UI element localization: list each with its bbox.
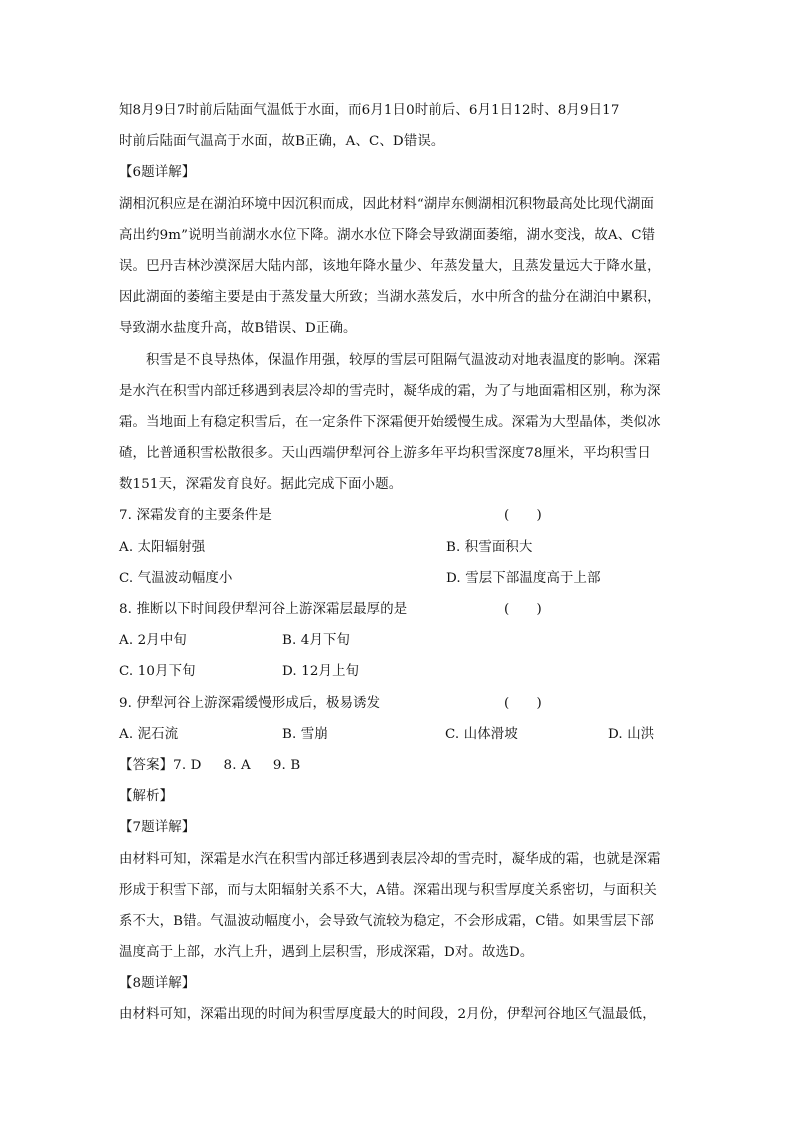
answer-7: 7. D <box>173 757 202 773</box>
text-line: 知8月9日7时前后陆面气温低于水面，而6月1日0时前后、6月1日12时、8月9日17 <box>119 103 620 118</box>
text-line: 因此湖面的萎缩主要是由于蒸发量大所致；当湖水蒸发后，水中所含的盐分在湖泊中累积， <box>119 290 661 306</box>
section-heading-q6: 【6题详解】 <box>119 165 196 181</box>
question-stem-text: 9. 伊犁河谷上游深霜缓慢形成后，极易诱发 <box>119 695 381 711</box>
text-line: 系不大，B错。气温波动幅度小，会导致气流较为稳定，不会形成霜，C错。如果雪层下部 <box>119 913 654 929</box>
text-line: 湖相沉积应是在湖泊环境中因沉积而成，因此材料“湖岸东侧湖相沉积物最高处比现代湖面 <box>119 196 655 212</box>
analysis-heading: 【解析】 <box>119 789 174 805</box>
answer-8: 8. A <box>223 757 251 773</box>
document-page <box>119 95 684 1031</box>
text-line: 由材料可知，深霜是水汽在积雪内部迁移遇到表层冷却的雪壳时，凝华成的霜，也就是深霜 <box>119 851 661 867</box>
section-heading-q8: 【8题详解】 <box>119 976 196 992</box>
option-b: B. 雪崩 <box>282 726 328 742</box>
text-line: 由材料可知，深霜出现的时间为积雪厚度最大的时间段，2月份，伊犁河谷地区气温最低， <box>119 1007 656 1023</box>
question-8-stem <box>119 594 684 625</box>
option-a: A. 太阳辐射强 <box>119 539 206 555</box>
material-line: 是水汽在积雪内部迁移遇到表层冷却的雪壳时，凝华成的霜，为了与地面霜相区别，称为深 <box>119 383 661 399</box>
option-a: A. 泥石流 <box>119 726 179 742</box>
text-line: 导致湖水盐度升高，故B错误、D正确。 <box>119 321 357 337</box>
question-stem-text: 8. 推断以下时间段伊犁河谷上游深霜层最厚的是 <box>119 602 408 617</box>
answer-blank: ( ) <box>504 602 542 617</box>
answer-line <box>119 750 684 781</box>
section-heading-q7: 【7题详解】 <box>119 820 196 836</box>
question-7-options-row-2 <box>119 563 684 594</box>
material-line: 数151天，深霜发育良好。据此完成下面小题。 <box>119 477 403 493</box>
answer-blank: ( ) <box>504 508 542 524</box>
question-9-options-row <box>119 719 684 750</box>
option-d: D. 雪层下部温度高于上部 <box>446 570 601 586</box>
text-line: 形成于积雪下部，而与太阳辐射关系不大，A错。深霜出现与积雪厚度关系密切，与面积关 <box>119 882 657 898</box>
question-stem-text: 7. 深霜发育的主要条件是 <box>119 508 272 524</box>
question-7-stem <box>119 500 684 531</box>
option-b: B. 积雪面积大 <box>446 539 533 555</box>
answer-label: 【答案】 <box>119 757 174 773</box>
material-line: 积雪是不良导热体，保温作用强，较厚的雪层可阻隔气温波动对地表温度的影响。深霜 <box>146 352 661 368</box>
text-line: 误。巴丹吉林沙漠深居大陆内部，该地年降水量少、年蒸发量大，且蒸发量远大于降水量， <box>119 258 661 274</box>
option-c: C. 山体滑坡 <box>445 726 518 742</box>
answer-blank: ( ) <box>504 695 542 711</box>
option-d: D. 山洪 <box>608 726 655 742</box>
question-8-options-row-2 <box>119 656 684 687</box>
text-line: 时前后陆面气温高于水面，故B正确，A、C、D错误。 <box>119 134 445 150</box>
option-c: C. 10月下旬 <box>119 664 196 680</box>
option-c: C. 气温波动幅度小 <box>119 570 233 586</box>
material-line: 霜。当地面上有稳定积雪后，在一定条件下深霜便开始缓慢生成。深霜为大型晶体，类似冰 <box>119 414 661 430</box>
question-8-options-row-1 <box>119 625 684 656</box>
question-9-stem <box>119 688 684 719</box>
text-line: 高出约9m”说明当前湖水水位下降。湖水水位下降会导致湖面萎缩，湖水变浅，故A、C错 <box>119 227 656 243</box>
question-7-options-row-1 <box>119 532 684 563</box>
material-line: 碴，比普通积雪松散很多。天山西端伊犁河谷上游多年平均积雪深度78厘米，平均积雪日 <box>119 446 651 462</box>
answer-9: 9. B <box>272 757 301 773</box>
option-a: A. 2月中旬 <box>119 633 187 649</box>
text-line: 温度高于上部，水汽上升，遇到上层积雪，形成深霜，D对。故选D。 <box>119 945 534 961</box>
option-b: B. 4月下旬 <box>282 633 351 649</box>
option-d: D. 12月上旬 <box>282 664 360 680</box>
